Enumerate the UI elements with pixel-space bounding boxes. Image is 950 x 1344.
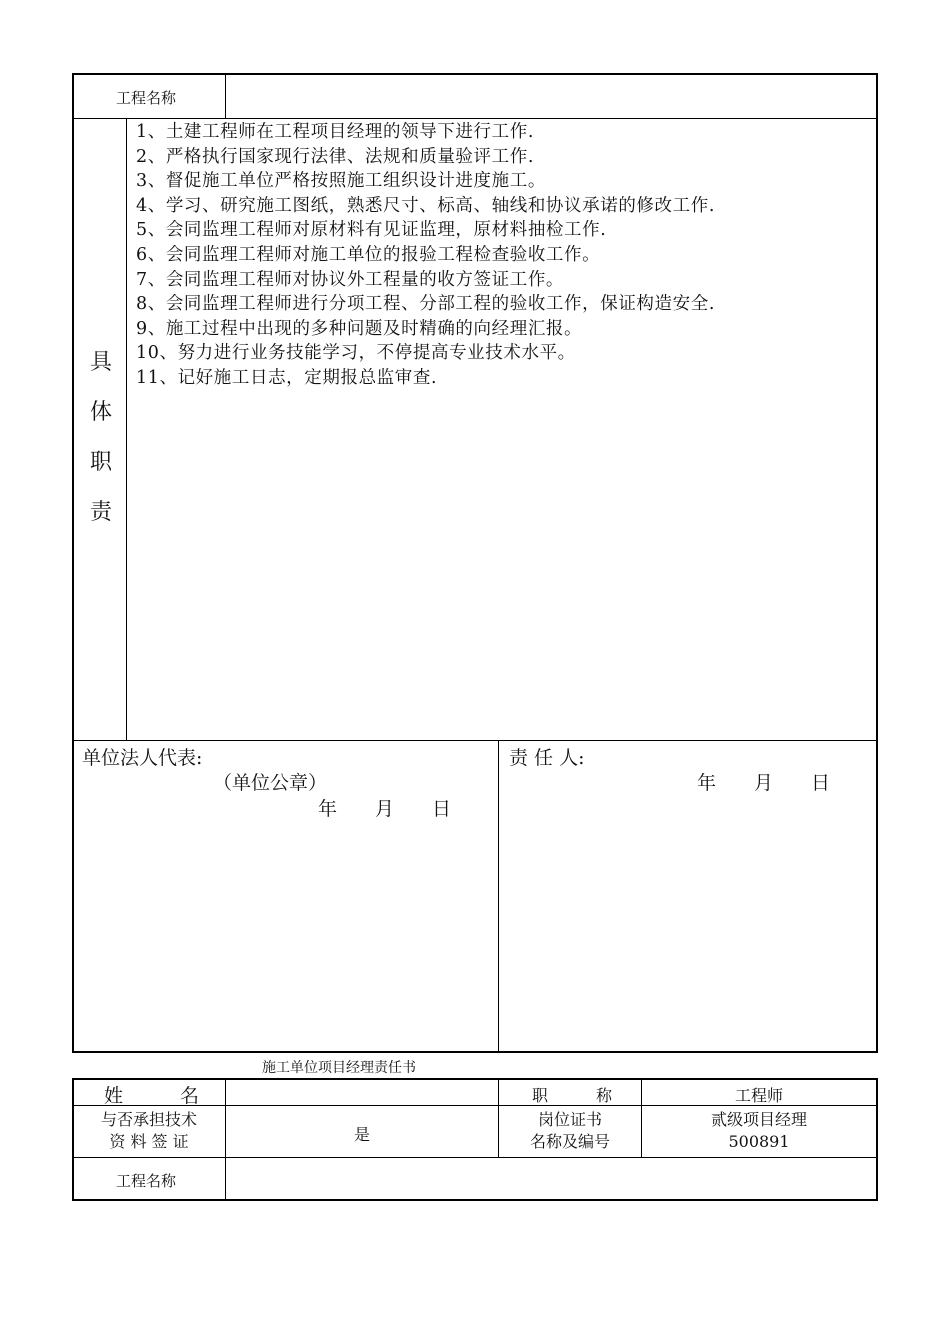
duty-item: 6、会同监理工程师对施工单位的报验工程检查验收工作。 — [136, 244, 601, 265]
company-seal-label: （单位公章） — [213, 772, 328, 794]
title-value: 工程师 — [734, 1086, 783, 1105]
top-form-border-left — [72, 73, 74, 1053]
tech-signoff-label-line: 与否承担技术 — [100, 1110, 197, 1129]
top-form-border-right — [876, 73, 878, 1053]
duties-label-char: 具 — [89, 350, 112, 375]
duties-list — [136, 120, 866, 391]
duty-item: 8、会同监理工程师进行分项工程、分部工程的验收工作，保证构造安全. — [136, 294, 715, 315]
top-form-border-bottom — [72, 1051, 878, 1053]
column-divider — [126, 118, 127, 741]
column-divider — [225, 73, 226, 119]
bottom-form-border-bottom — [72, 1199, 878, 1201]
certificate-label — [498, 1109, 642, 1153]
row-divider — [72, 740, 878, 741]
duty-item: 5、会同监理工程师对原材料有见证监理，原材料抽检工作. — [136, 220, 607, 241]
duty-item: 3、督促施工单位严格按照施工组织设计进度施工。 — [136, 171, 546, 192]
column-divider — [498, 740, 499, 1052]
certificate-label-line: 岗位证书 — [537, 1110, 602, 1129]
project-name-label: 工程名称 — [116, 1172, 177, 1190]
certificate-value — [641, 1109, 877, 1153]
duty-item: 9、施工过程中出现的多种问题及时精确的向经理汇报。 — [136, 318, 583, 339]
responsible-person-label: 责 任 人: — [509, 747, 585, 769]
date-right: 年 月 日 — [697, 772, 831, 794]
name-label: 姓 名 — [104, 1085, 200, 1107]
duty-item: 11、记好施工日志，定期报总监审查. — [136, 367, 438, 388]
title-label: 职 称 — [532, 1086, 613, 1105]
legal-rep-label: 单位法人代表: — [82, 747, 203, 769]
duty-item: 10、努力进行业务技能学习，不停提高专业技术水平。 — [136, 343, 576, 364]
duties-label-char: 职 — [89, 450, 112, 475]
top-form-border-top — [72, 73, 878, 75]
certificate-number: 500891 — [728, 1132, 790, 1151]
tech-signoff-label — [72, 1109, 226, 1153]
duties-label-char: 体 — [89, 400, 112, 425]
tech-signoff-value: 是 — [353, 1125, 370, 1144]
date-left: 年 月 日 — [318, 798, 452, 820]
project-name-label: 工程名称 — [116, 89, 177, 107]
duties-label — [84, 338, 118, 538]
tech-signoff-label-line: 资 料 签 证 — [109, 1132, 189, 1151]
row-divider — [72, 1157, 878, 1158]
certificate-name: 贰级项目经理 — [710, 1110, 807, 1129]
row-divider — [72, 118, 878, 119]
duty-item: 1、土建工程师在工程项目经理的领导下进行工作. — [136, 122, 534, 142]
section-title: 施工单位项目经理责任书 — [262, 1060, 416, 1076]
duty-item: 4、学习、研究施工图纸，熟悉尺寸、标高、轴线和协议承诺的修改工作. — [136, 195, 715, 216]
duties-label-char: 责 — [89, 500, 112, 525]
bottom-form-border-top — [72, 1078, 878, 1080]
duty-item: 2、严格执行国家现行法律、法规和质量验评工作. — [136, 146, 534, 167]
duty-item: 7、会同监理工程师对协议外工程量的收方签证工作。 — [136, 269, 565, 290]
certificate-label-line: 名称及编号 — [529, 1132, 610, 1151]
